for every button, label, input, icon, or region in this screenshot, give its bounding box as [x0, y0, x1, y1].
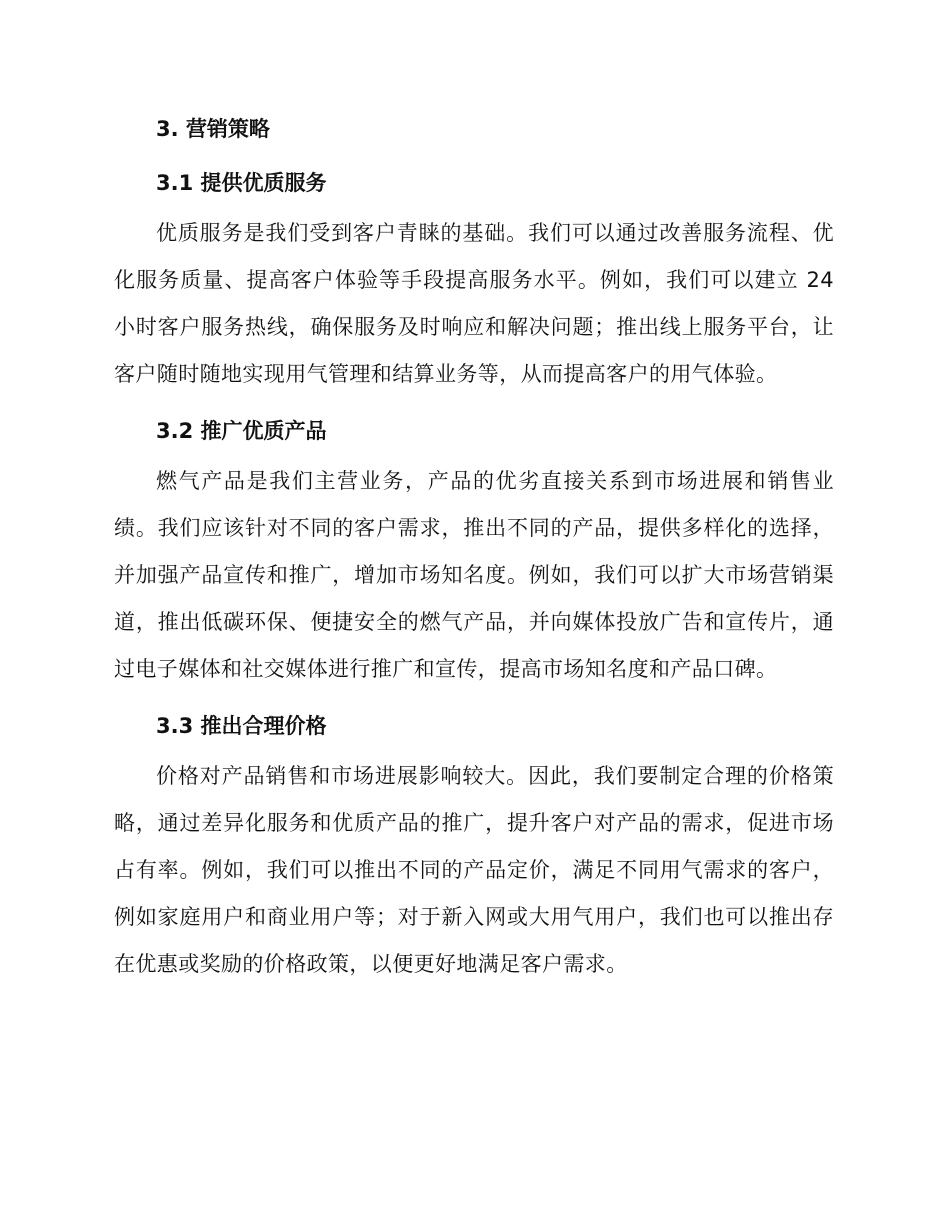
subsection-body-3-1: 优质服务是我们受到客户青睐的基础。我们可以通过改善服务流程、优化服务质量、提高客户体验等手段提高服务水平。例如，我们可以建立 24 小时客户服务热线，确保服务及时响应和解决问题；推出线上服务平台，让客户随时随地实现用气管理和结算业务等，从而提高客户的用气体验。 — [114, 221, 834, 386]
section-heading: 3. 营销策略 — [156, 117, 270, 141]
subsection-title-3-3: 3.3 推出合理价格 — [156, 714, 327, 738]
subsection-body-3-2: 燃气产品是我们主营业务，产品的优劣直接关系到市场进展和销售业绩。我们应该针对不同的客户需求，推出不同的产品，提供多样化的选择，并加强产品宣传和推广，增加市场知名度。例如，我们可以扩大市场营销渠道，推出低碳环保、便捷安全的燃气产品，并向媒体投放广告和宣传片，通过电子媒体和社交媒体进行推广和宣传，提高市场知名度和产品口碑。 — [114, 469, 834, 681]
subsection-title-3-2: 3.2 推广优质产品 — [156, 419, 327, 443]
document-content — [114, 112, 834, 988]
subsection-title-3-1: 3.1 提供优质服务 — [156, 171, 327, 195]
subsection-body-3-3: 价格对产品销售和市场进展影响较大。因此，我们要制定合理的价格策略，通过差异化服务和优质产品的推广，提升客户对产品的需求，促进市场占有率。例如，我们可以推出不同的产品定价，满足不同用气需求的客户，例如家庭用户和商业用户等；对于新入网或大用气用户，我们也可以推出存在优惠或奖励的价格政策，以便更好地满足客户需求。 — [114, 764, 834, 976]
